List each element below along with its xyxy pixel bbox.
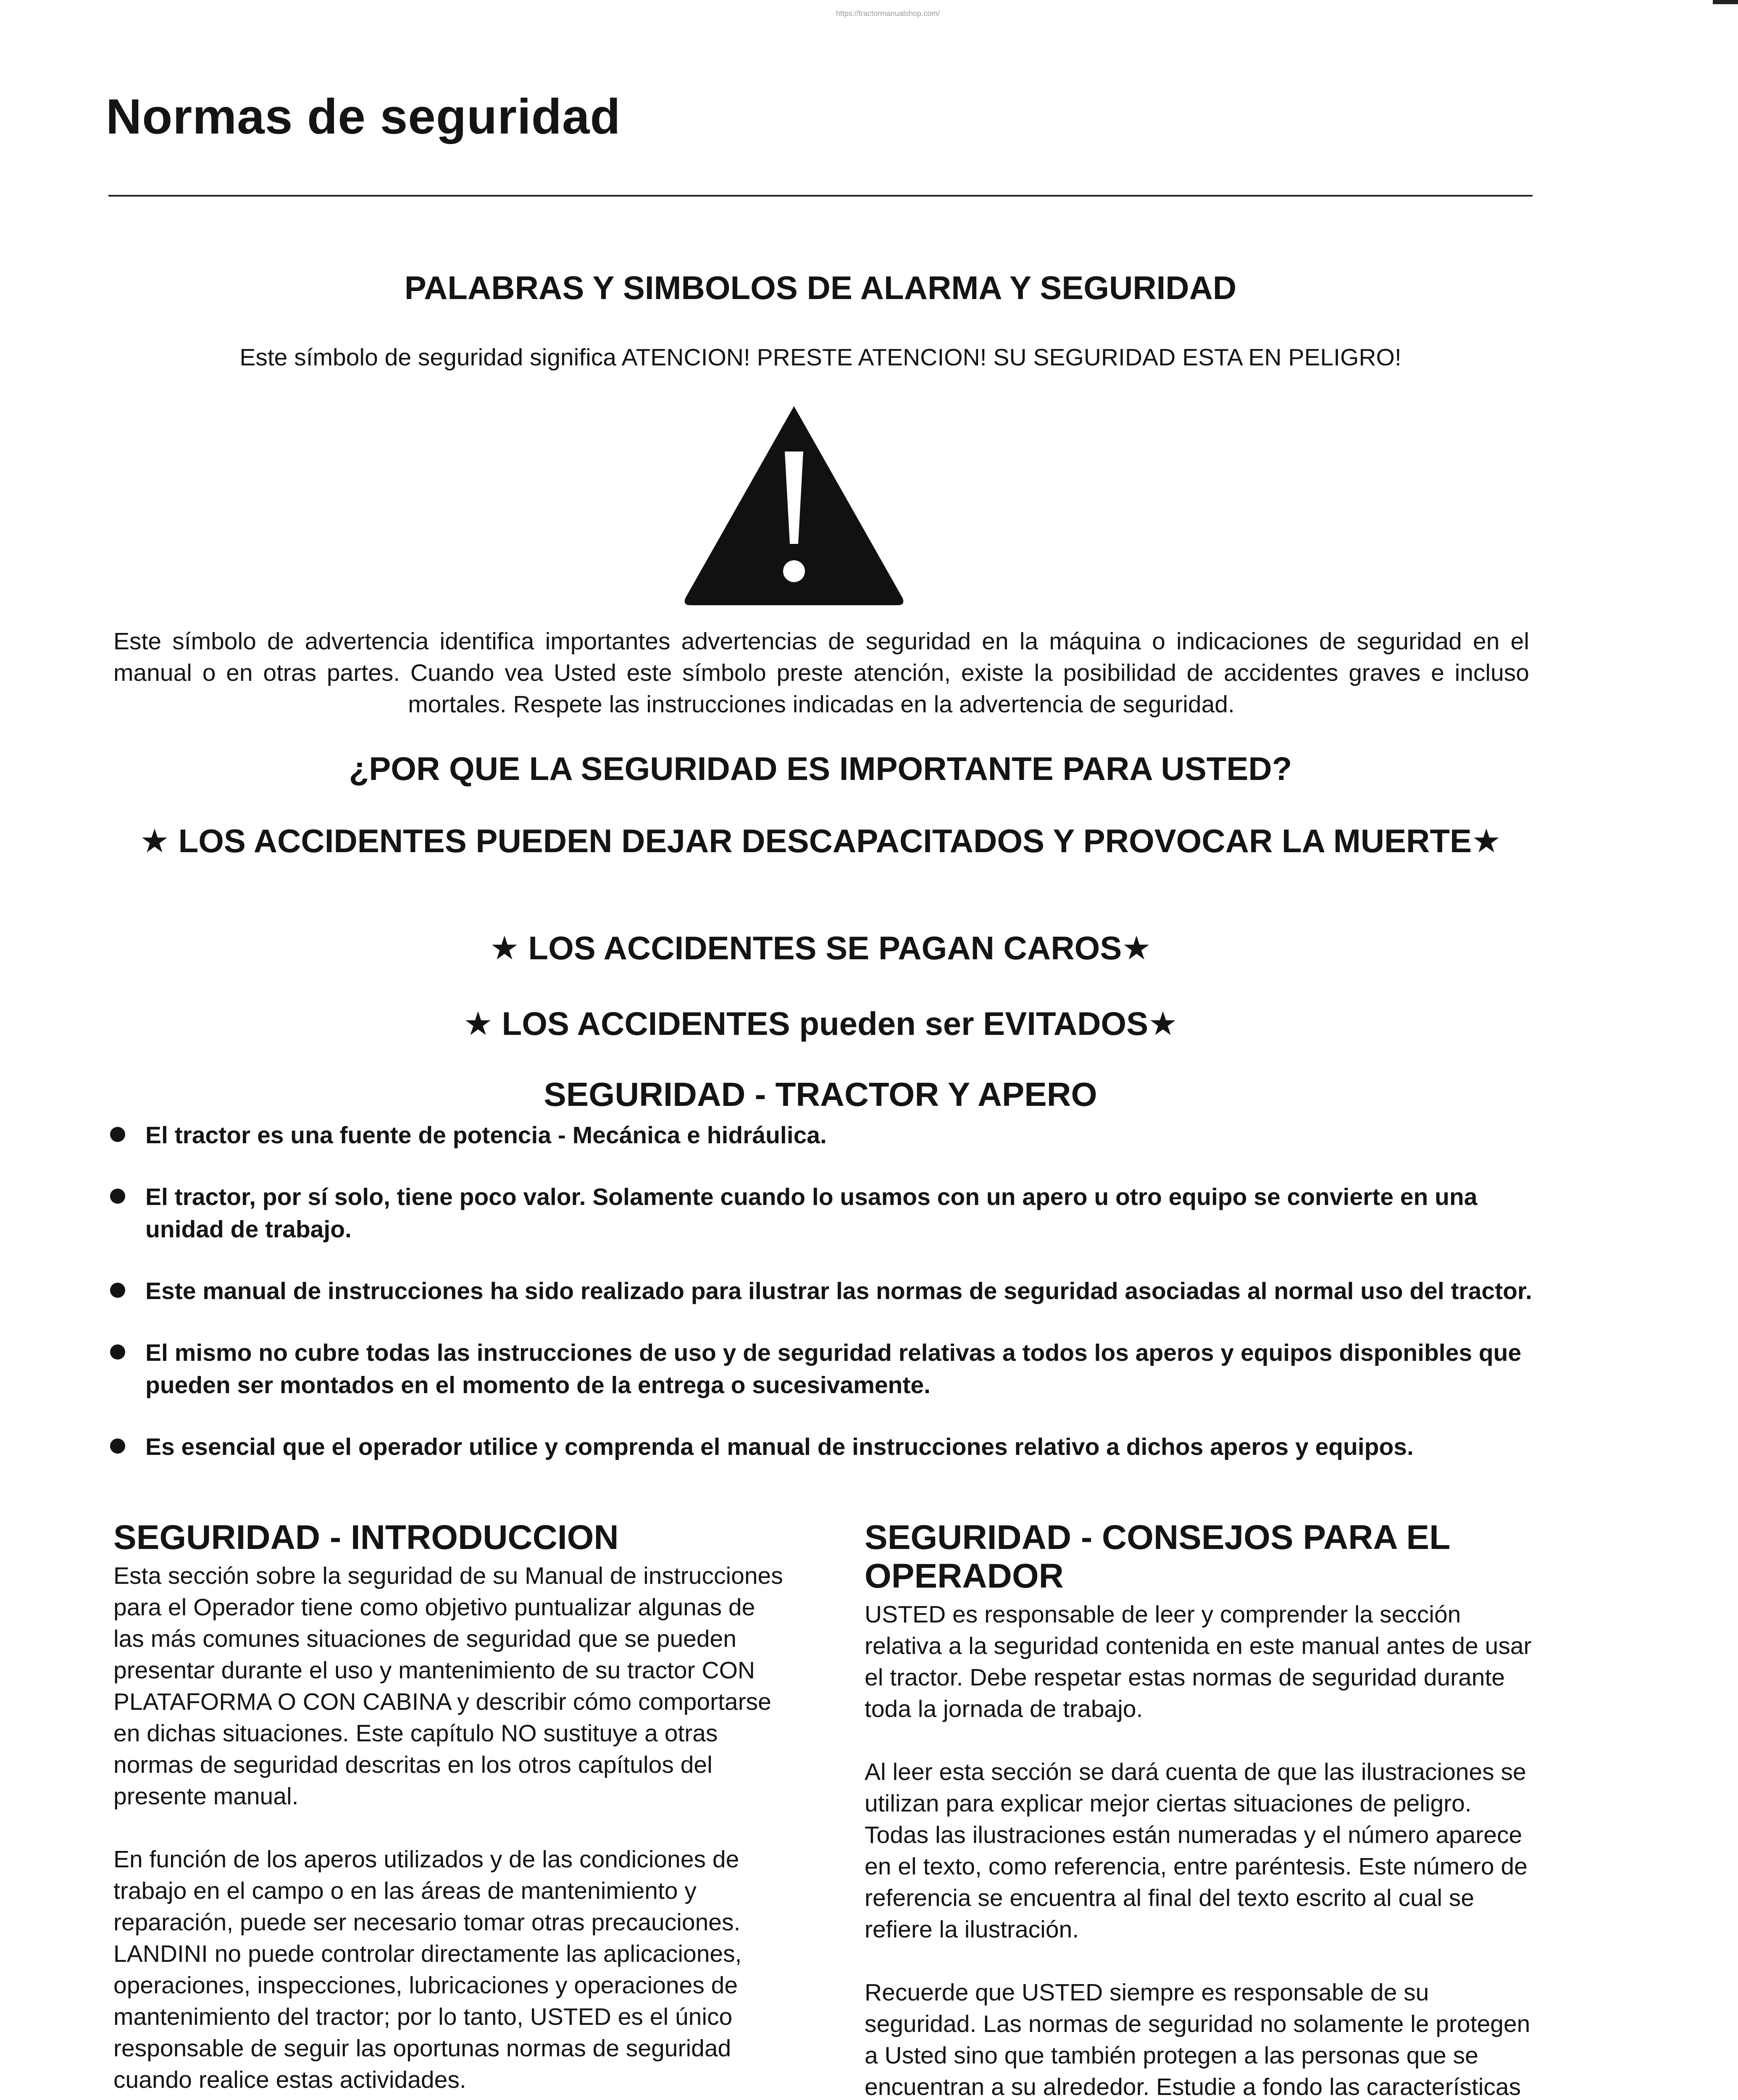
intro-heading: SEGURIDAD - INTRODUCCION — [113, 1518, 619, 1557]
corner-mark — [1713, 0, 1738, 4]
operator-paragraph: Recuerde que USTED siempre es responsable de su seguridad. Las normas de seguridad no solamente le protegen a Usted sino que también protegen a las personas que se encuentran a su alrededor. Estudie a fondo las características — [865, 1979, 1530, 2100]
list-item — [108, 1181, 1537, 1246]
alarm-section-heading: PALABRAS Y SIMBOLOS DE ALARMA Y SEGURIDAD — [404, 269, 1237, 306]
bullet-text: Es esencial que el operador utilice y comprenda el manual de instrucciones relativo a dichos aperos y equipos. — [145, 1433, 1414, 1460]
why-safety-heading: ¿POR QUE LA SEGURIDAD ES IMPORTANTE PARA USTED? — [349, 750, 1292, 787]
tractor-bullet-list — [108, 1119, 1537, 1493]
page-title: Normas de seguridad — [106, 89, 621, 144]
list-item — [108, 1275, 1537, 1307]
bullet-text: Este manual de instrucciones ha sido realizado para ilustrar las normas de seguridad asociadas al normal uso del tractor. — [145, 1278, 1532, 1305]
star-line-accidents-disable: ★ LOS ACCIDENTES PUEDEN DEJAR DESCAPACITADOS Y PROVOCAR LA MUERTE★ — [140, 822, 1501, 859]
bullet-text: El tractor es una fuente de potencia - Mecánica e hidráulica. — [145, 1122, 827, 1149]
star-line-accidents-costly: ★ LOS ACCIDENTES SE PAGAN CAROS★ — [489, 929, 1152, 966]
tractor-section-heading: SEGURIDAD - TRACTOR Y APERO — [544, 1076, 1097, 1113]
bullet-text: El tractor, por sí solo, tiene poco valor. Solamente cuando lo usamos con un apero u otro equipo se convierte en una unidad de trabajo. — [145, 1184, 1478, 1243]
warning-triangle-icon — [681, 401, 907, 611]
operator-column — [865, 1518, 1537, 2100]
intro-column — [113, 1518, 786, 2100]
list-item — [108, 1119, 1537, 1152]
symbol-description: Este símbolo de advertencia identifica importantes advertencias de seguridad en la máquina o indicaciones de seguridad en el manual o en otras partes. Cuando vea Usted este símbolo preste atención, existe la posibilidad de accidentes graves e incluso mortales. Respete las instrucciones indicadas en la advertencia de seguridad. — [113, 628, 1529, 718]
list-item — [108, 1431, 1537, 1463]
list-item — [108, 1337, 1537, 1402]
header-rule — [108, 195, 1533, 197]
url-stamp: https://tractormanualshop.com/ — [836, 9, 940, 18]
operator-paragraph: USTED es responsable de leer y comprender la sección relativa a la seguridad contenida en este manual antes de usar el tractor. Debe respetar estas normas de seguridad durante toda la jornada de trabajo. — [865, 1601, 1532, 1722]
bullet-icon — [110, 1189, 125, 1204]
star-line-accidents-avoidable: ★ LOS ACCIDENTES pueden ser EVITADOS★ — [463, 1005, 1178, 1042]
operator-heading: SEGURIDAD - CONSEJOS PARA EL OPERADOR — [865, 1518, 1450, 1595]
symbol-meaning-text: Este símbolo de seguridad significa ATENCION! PRESTE ATENCION! SU SEGURIDAD ESTA EN PELIGRO! — [239, 344, 1401, 371]
bullet-icon — [110, 1127, 125, 1142]
bullet-icon — [110, 1344, 125, 1360]
bullet-icon — [110, 1283, 125, 1298]
intro-paragraph: En función de los aperos utilizados y de las condiciones de trabajo en el campo o en las áreas de mantenimiento y reparación, puede ser necesario tomar otras precauciones. LANDINI no puede controlar directamente las aplicaciones, operaciones, inspecciones, lubricaciones y operaciones de mantenimiento del tractor; por lo tanto, USTED es el único responsable de seguir las oportunas normas de seguridad cuando realice estas actividades. — [113, 1846, 742, 2093]
intro-paragraph: Esta sección sobre la seguridad de su Manual de instrucciones para el Operador tiene como objetivo puntualizar algunas de las más comunes situaciones de seguridad que se pueden presentar durante el uso y mantenimiento de su tractor CON PLATAFORMA O CON CABINA y describir cómo comportarse en dichas situaciones. Este capítulo NO sustituye a otras normas de seguridad descritas en los otros capítulos del presente manual. — [113, 1562, 783, 1810]
operator-paragraph: Al leer esta sección se dará cuenta de que las ilustraciones se utilizan para explicar mejor ciertas situaciones de peligro. Todas las ilustraciones están numeradas y el número aparece en el texto, como referencia, entre paréntesis. Este número de referencia se encuentra al final del texto escrito al cual se refiere la ilustración. — [865, 1759, 1528, 1943]
bullet-text: El mismo no cubre todas las instrucciones de uso y de seguridad relativas a todos los aperos y equipos disponibles que pueden ser montados en el momento de la entrega o sucesivamente. — [145, 1339, 1522, 1399]
bullet-icon — [110, 1438, 125, 1454]
